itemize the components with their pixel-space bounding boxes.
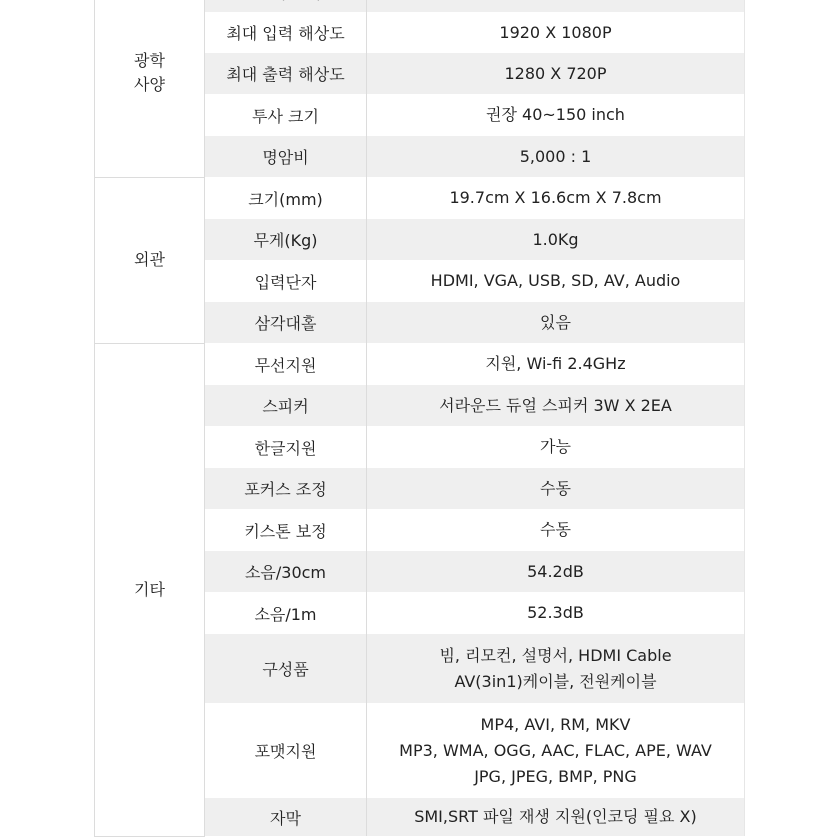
spec-label: 스피커: [205, 385, 367, 426]
spec-value: [367, 302, 745, 343]
spec-value-line: 빔, 리모컨, 설명서, HDMI Cable: [439, 645, 672, 665]
spec-table: [94, 0, 745, 837]
spec-label: 구성품: [205, 634, 367, 703]
spec-group-name-line: 기타: [134, 579, 165, 599]
spec-value-line: 있음: [540, 312, 571, 332]
spec-row: [95, 177, 745, 219]
spec-value: [367, 426, 745, 468]
spec-value: [367, 703, 745, 798]
spec-value-line: 1280 X 720P: [504, 63, 607, 83]
spec-label: 포커스 조정: [205, 468, 367, 509]
spec-label: 자막: [205, 798, 367, 836]
spec-value: [367, 12, 745, 53]
spec-value: [367, 509, 745, 551]
spec-value-line: JPG, JPEG, BMP, PNG: [474, 766, 637, 786]
spec-label: 삼각대홀: [205, 302, 367, 343]
spec-value: [367, 798, 745, 836]
spec-value: [367, 468, 745, 509]
spec-value-line: 지원, Wi-fi 2.4GHz: [485, 354, 626, 373]
spec-label: 투사 크기: [205, 94, 367, 136]
spec-value-line: 1.0Kg: [532, 229, 579, 249]
spec-value: [367, 219, 745, 260]
spec-label: 키스톤 보정: [205, 509, 367, 551]
spec-value: [367, 592, 745, 634]
spec-value: [367, 53, 745, 94]
spec-value: [367, 551, 745, 592]
spec-label: 입력단자: [205, 260, 367, 302]
spec-value: [367, 0, 745, 12]
spec-value-line: MP4, AVI, RM, MKV: [480, 714, 631, 734]
spec-group-name-line: 외관: [134, 250, 165, 269]
spec-value-line: 52.3dB: [527, 603, 584, 622]
spec-group-name-line: 광학: [134, 51, 165, 71]
spec-row: [95, 343, 745, 385]
spec-label: 소음/1m: [205, 592, 367, 634]
spec-value-line: 권장 40~150 inch: [486, 105, 625, 124]
spec-label: 최대 출력 해상도: [205, 53, 367, 94]
spec-value: [367, 94, 745, 136]
spec-label: 포맷지원: [205, 703, 367, 798]
spec-value-line: 수동: [540, 478, 571, 498]
spec-label: 크기(mm): [205, 177, 367, 219]
spec-value: [367, 343, 745, 385]
spec-group-name: [95, 177, 205, 343]
spec-label: 소음/30cm: [205, 551, 367, 592]
spec-value-line: [367, 0, 744, 4]
spec-value: [367, 136, 745, 177]
spec-value: [367, 385, 745, 426]
spec-value-line: 5,000 : 1: [519, 146, 592, 166]
spec-label: 최대 입력 해상도: [205, 12, 367, 53]
spec-label: 무게(Kg): [205, 219, 367, 260]
spec-value-line: 서라운드 듀얼 스피커 3W X 2EA: [439, 395, 672, 415]
spec-group-name: [95, 0, 205, 177]
spec-row: [95, 0, 745, 12]
spec-value-line: 가능: [540, 437, 571, 456]
spec-group-name: [95, 343, 205, 836]
spec-value-line: HDMI, VGA, USB, SD, AV, Audio: [430, 271, 681, 290]
spec-value-line: 54.2dB: [527, 561, 584, 581]
spec-value-line: 1920 X 1080P: [499, 22, 612, 42]
spec-value: [367, 177, 745, 219]
spec-value: [367, 634, 745, 703]
spec-value-line: 수동: [540, 520, 571, 539]
spec-value-line: 19.7cm X 16.6cm X 7.8cm: [449, 188, 662, 207]
spec-value-line: SMI,SRT 파일 재생 지원(인코딩 필요 X): [414, 807, 697, 826]
spec-label: [205, 0, 367, 12]
spec-value-line: AV(3in1)케이블, 전원케이블: [454, 671, 657, 691]
spec-label: 무선지원: [205, 343, 367, 385]
spec-value-line: MP3, WMA, OGG, AAC, FLAC, APE, WAV: [399, 740, 712, 760]
spec-value: [367, 260, 745, 302]
spec-group-name-line: 사양: [134, 75, 165, 95]
spec-label: 명암비: [205, 136, 367, 177]
spec-table-body: [95, 0, 745, 836]
spec-label: 한글지원: [205, 426, 367, 468]
